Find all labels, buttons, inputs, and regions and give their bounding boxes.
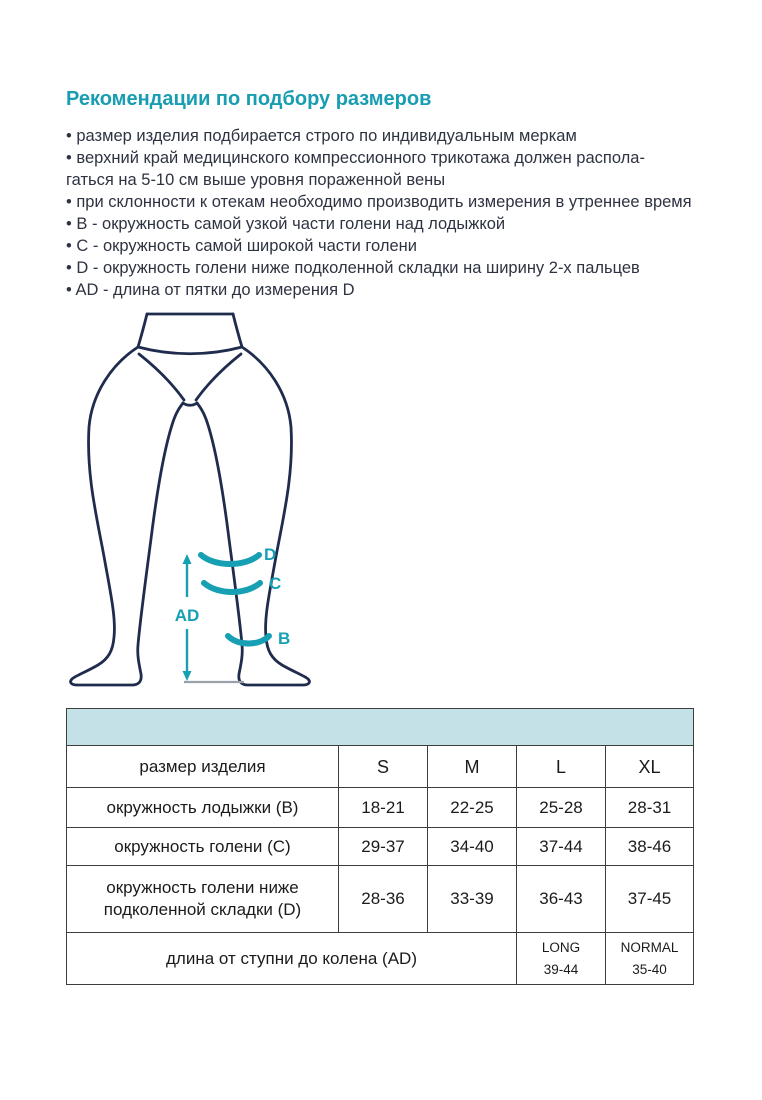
left-leg-outline [71, 347, 183, 685]
band-c [204, 583, 260, 592]
row-label: окружность лодыжки (B) [67, 788, 339, 828]
table-row-ankle [67, 788, 694, 828]
list-item: • C - окружность самой широкой части голени [66, 237, 417, 255]
row-label: окружность голени ниже подколенной складки (D) [67, 866, 339, 933]
cell-value: 29-37 [339, 828, 428, 866]
waistband-left-line [138, 314, 147, 347]
cell-value: 38-46 [606, 828, 694, 866]
cell-normal [606, 933, 694, 985]
ad-arrowhead-top [183, 554, 192, 564]
list-item-continuation: гаться на 5-10 см выше уровня пораженной вены [66, 171, 446, 189]
list-item: • B - окружность самой узкой части голени над лодыжкой [66, 215, 506, 233]
cell-normal-name: NORMAL [620, 939, 679, 955]
cell-value: 25-28 [517, 788, 606, 828]
table-row-size [67, 746, 694, 788]
ad-arrowhead-bottom [183, 671, 192, 681]
cell-value: 36-43 [517, 866, 606, 933]
cell-long [517, 933, 606, 985]
row-label: размер изделия [67, 746, 339, 788]
legs-diagram-svg [66, 307, 316, 697]
row-label: окружность голени (C) [67, 828, 339, 866]
table-row-below-knee [67, 866, 694, 933]
cell-value: 28-36 [339, 866, 428, 933]
legs-measurement-diagram [66, 307, 696, 697]
table-header-band [67, 709, 694, 746]
row-label: длина от ступни до колена (AD) [67, 933, 517, 985]
cell-value: 22-25 [428, 788, 517, 828]
cell-value: 18-21 [339, 788, 428, 828]
table-row-calf [67, 828, 694, 866]
cell-long-name: LONG [541, 939, 581, 955]
cell-value: 37-44 [517, 828, 606, 866]
panty-right-line [196, 354, 241, 400]
list-item: • при склонности к отекам необходимо производить измерения в утреннее время [66, 193, 692, 211]
list-item: • верхний край медицинского компрессионного трикотажа должен распола- [66, 149, 645, 167]
label-b: B [278, 629, 291, 648]
right-leg-outline [197, 347, 309, 685]
size-l: L [517, 746, 606, 788]
waistband-right-line [233, 314, 242, 347]
label-d: D [264, 545, 277, 564]
size-s: S [339, 746, 428, 788]
legs-outline [71, 314, 310, 685]
waist-curve-line [138, 347, 242, 354]
list-item: • AD - длина от пятки до измерения D [66, 281, 355, 299]
cell-value: 34-40 [428, 828, 517, 866]
label-ad: AD [174, 606, 200, 625]
size-table [66, 708, 694, 985]
panty-left-line [139, 354, 184, 400]
band-b [228, 636, 269, 644]
table-row-length [67, 933, 694, 985]
list-item: • D - окружность голени ниже подколенной складки на ширину 2-х пальцев [66, 259, 640, 277]
size-m: M [428, 746, 517, 788]
cell-normal-range: 35-40 [632, 961, 667, 977]
page-title: Рекомендации по подбору размеров [66, 88, 432, 110]
label-c: C [269, 574, 282, 593]
recommendations-list [66, 125, 696, 301]
cell-value: 33-39 [428, 866, 517, 933]
table-header-band-row [67, 709, 694, 746]
crotch-line [183, 403, 197, 405]
cell-value: 28-31 [606, 788, 694, 828]
cell-long-range: 39-44 [543, 961, 579, 977]
list-item: • размер изделия подбирается строго по индивидуальным меркам [66, 127, 577, 145]
cell-value: 37-45 [606, 866, 694, 933]
size-xl: XL [606, 746, 694, 788]
measurement-bands [201, 555, 269, 644]
